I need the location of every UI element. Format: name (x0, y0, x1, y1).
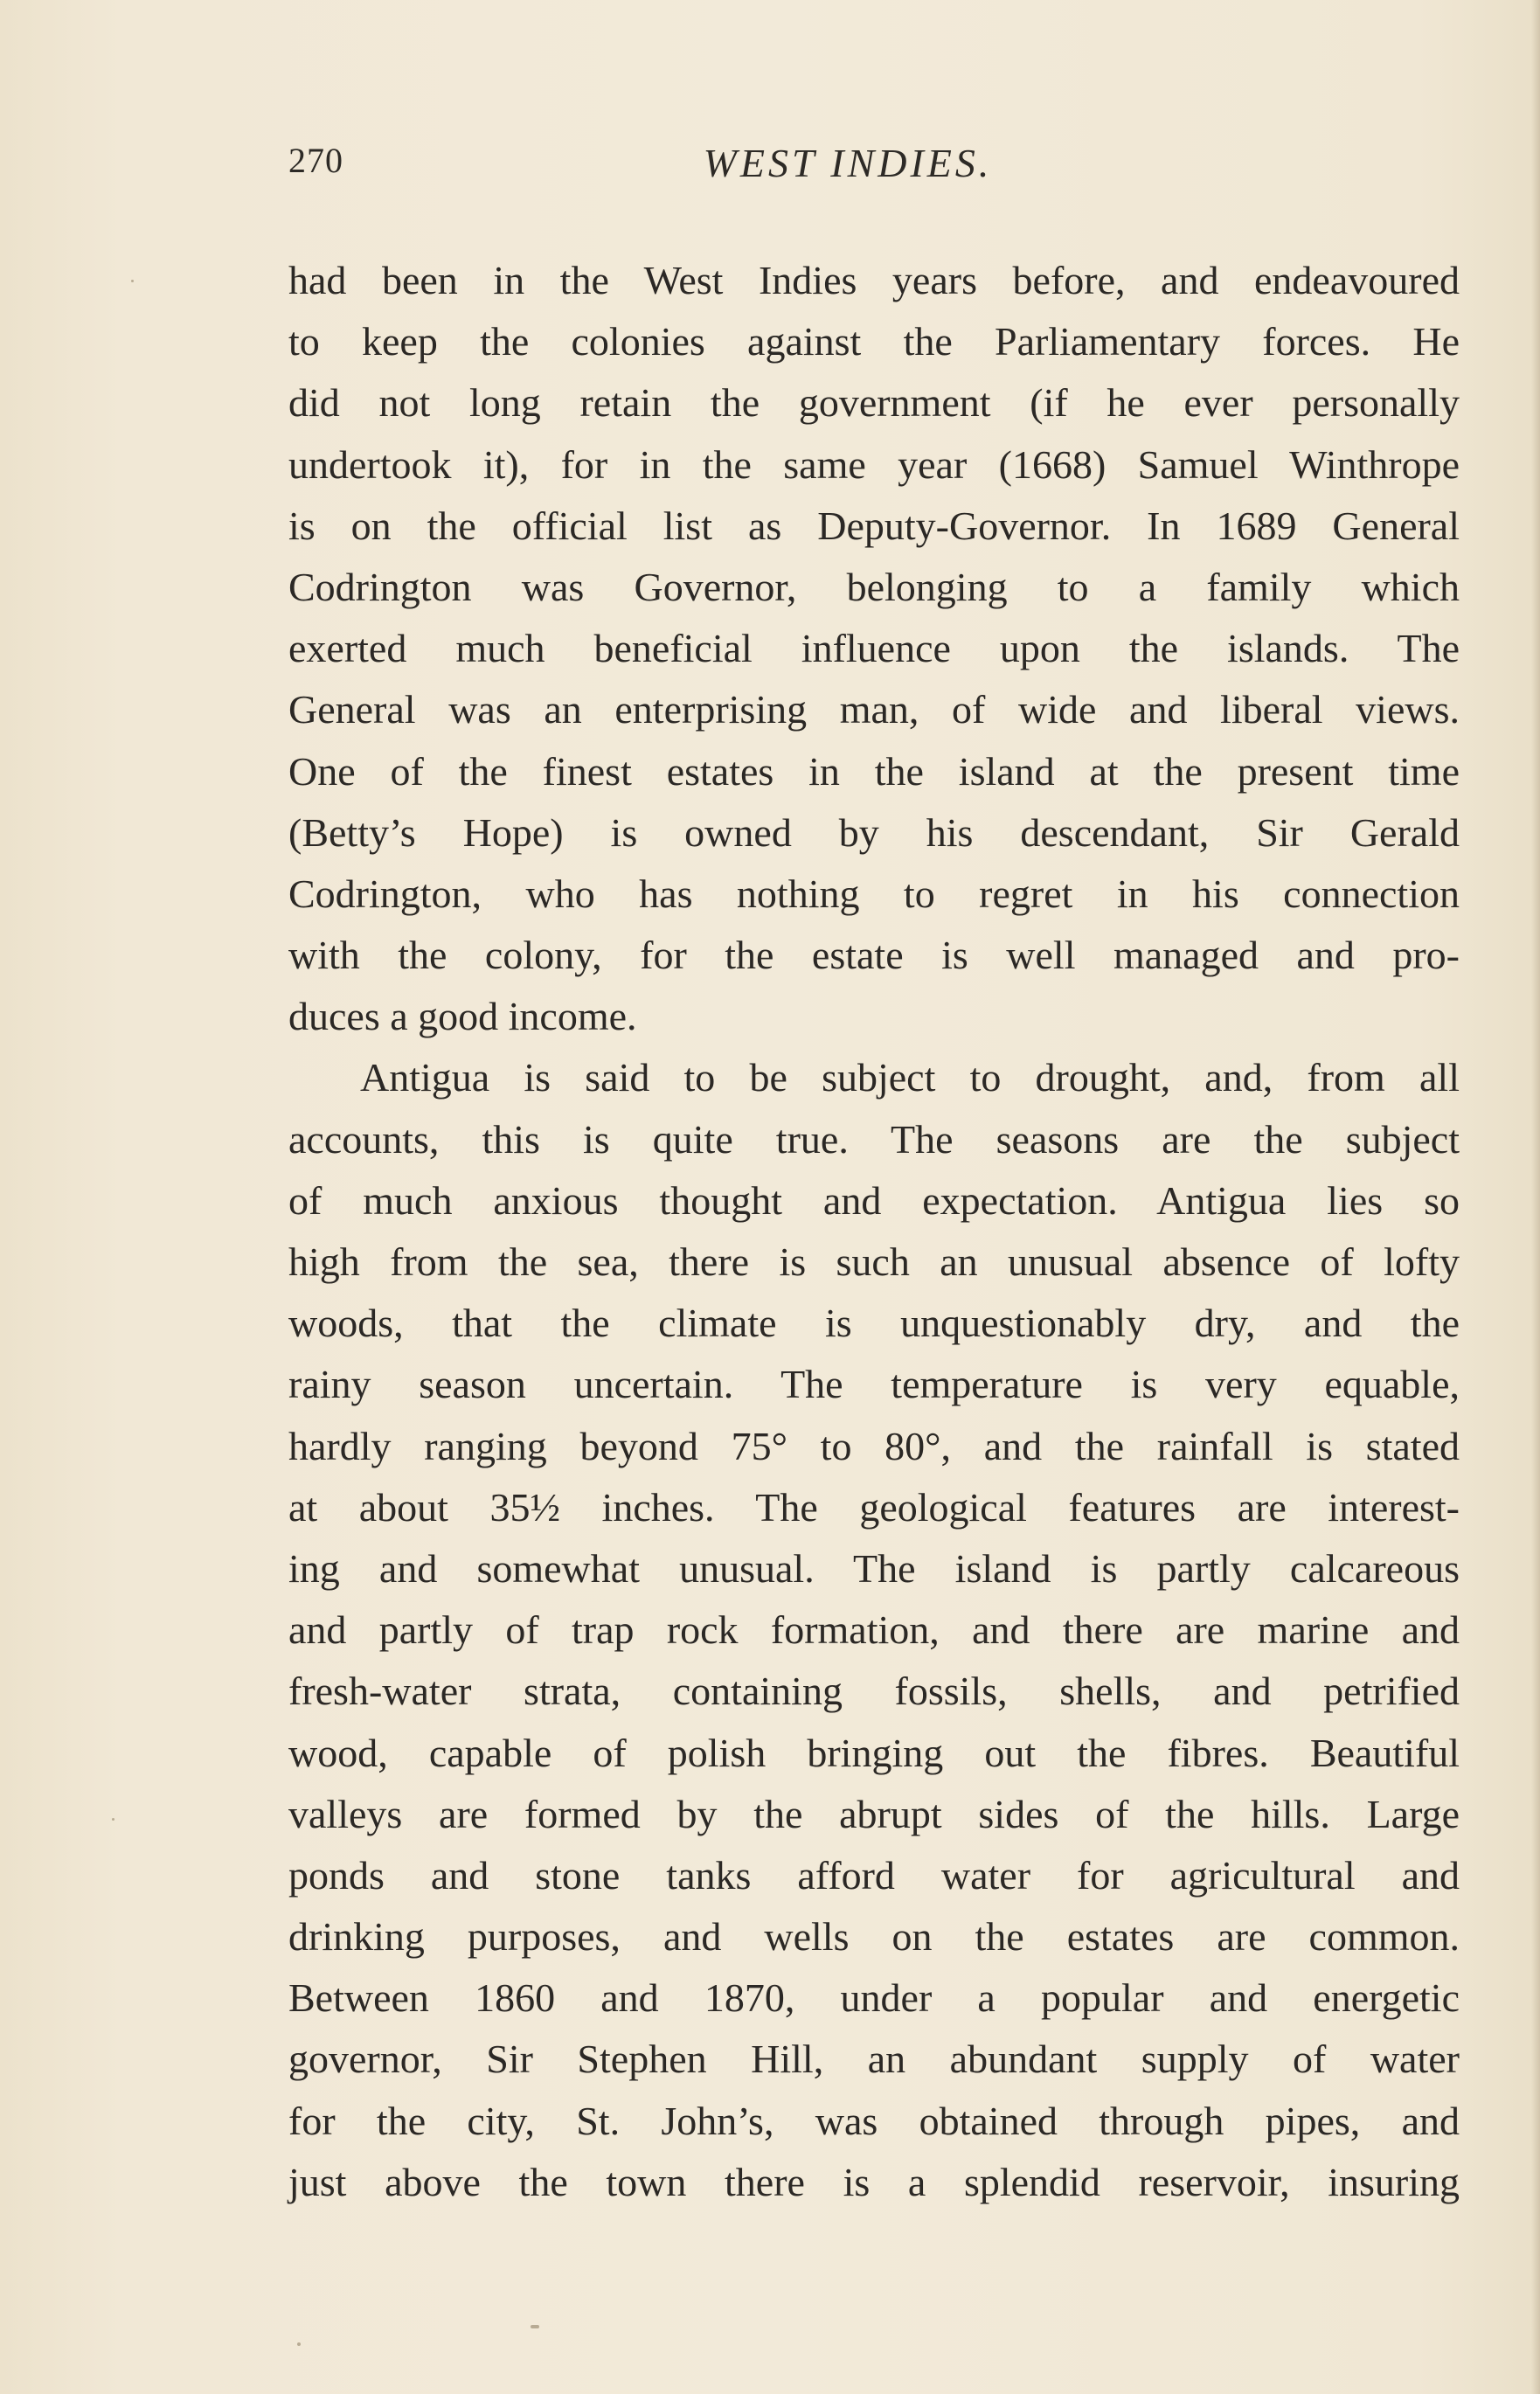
text-line: just above the town there is a splendid reservoir, insuring (288, 2159, 1460, 2204)
text-line: hardly ranging beyond 75° to 80°, and the rainfall is stated (288, 1423, 1460, 1468)
text-line: undertook it), for in the same year (1668) Samuel Winthrope (288, 441, 1460, 487)
text-line: wood, capable of polish bringing out the fibres. Beautiful (288, 1730, 1460, 1775)
text-line: to keep the colonies against the Parliamentary forces. He (288, 319, 1460, 364)
text-line: Codrington, who has nothing to regret in his connection (288, 871, 1460, 916)
text-line: and partly of trap rock formation, and there are marine and (288, 1607, 1460, 1653)
text-line: governor, Sir Stephen Hill, an abundant supply of water (288, 2037, 1460, 2082)
paragraph-2 (288, 1047, 1460, 2213)
text-line: duces a good income. (288, 994, 637, 1039)
text-line: did not long retain the government (if he ever personally (288, 380, 1460, 426)
text-line: Between 1860 and 1870, under a popular and energetic (288, 1975, 1460, 2021)
running-title: WEST INDIES. (703, 141, 993, 185)
text-line: exerted much beneficial influence upon the islands. The (288, 626, 1460, 671)
text-line: for the city, St. John’s, was obtained through pipes, and (288, 2098, 1460, 2143)
text-line: with the colony, for the estate is well managed and pro- (288, 933, 1460, 978)
text-line: high from the sea, there is such an unusual absence of lofty (288, 1239, 1460, 1284)
text-line: had been in the West Indies years before, and endeavoured (288, 258, 1460, 302)
text-line: General was an enterprising man, of wide and liberal views. (288, 687, 1460, 732)
paper-speck (531, 2325, 539, 2328)
paper-speck (112, 1818, 114, 1821)
text-line: ponds and stone tanks afford water for agricultural and (288, 1852, 1460, 1898)
text-line: drinking purposes, and wells on the estates are common. (288, 1914, 1460, 1960)
text-line: at about 35½ inches. The geological features are interest- (288, 1484, 1460, 1530)
page-header (288, 140, 1460, 192)
text-line: valleys are formed by the abrupt sides of the hills. Large (288, 1791, 1460, 1836)
text-line: accounts, this is quite true. The seasons are the subject (288, 1116, 1460, 1162)
paragraph-1 (288, 250, 1460, 1047)
paper-speck (297, 2342, 301, 2346)
text-line: fresh-water strata, containing fossils, shells, and petrified (288, 1669, 1460, 1714)
text-line: is on the official list as Deputy-Governor. In 1689 General (288, 503, 1460, 548)
text-line: One of the finest estates in the island at the present time (288, 748, 1460, 794)
page-number: 270 (288, 141, 343, 180)
text-line: rainy season uncertain. The temperature is very equable, (288, 1362, 1460, 1407)
text-line: of much anxious thought and expectation. Antigua lies so (288, 1177, 1460, 1223)
text-line: (Betty’s Hope) is owned by his descendant, Sir Gerald (288, 809, 1460, 855)
paper-speck (131, 280, 134, 282)
page-edge-shadow (1531, 0, 1540, 2394)
text-line: ing and somewhat unusual. The island is partly calcareous (288, 1545, 1460, 1591)
body-text (288, 250, 1460, 2213)
text-line: Codrington was Governor, belonging to a family which (288, 564, 1460, 609)
text-line: Antigua is said to be subject to drought, and, from all (360, 1055, 1460, 1100)
text-line: woods, that the climate is unquestionably dry, and the (288, 1301, 1460, 1346)
